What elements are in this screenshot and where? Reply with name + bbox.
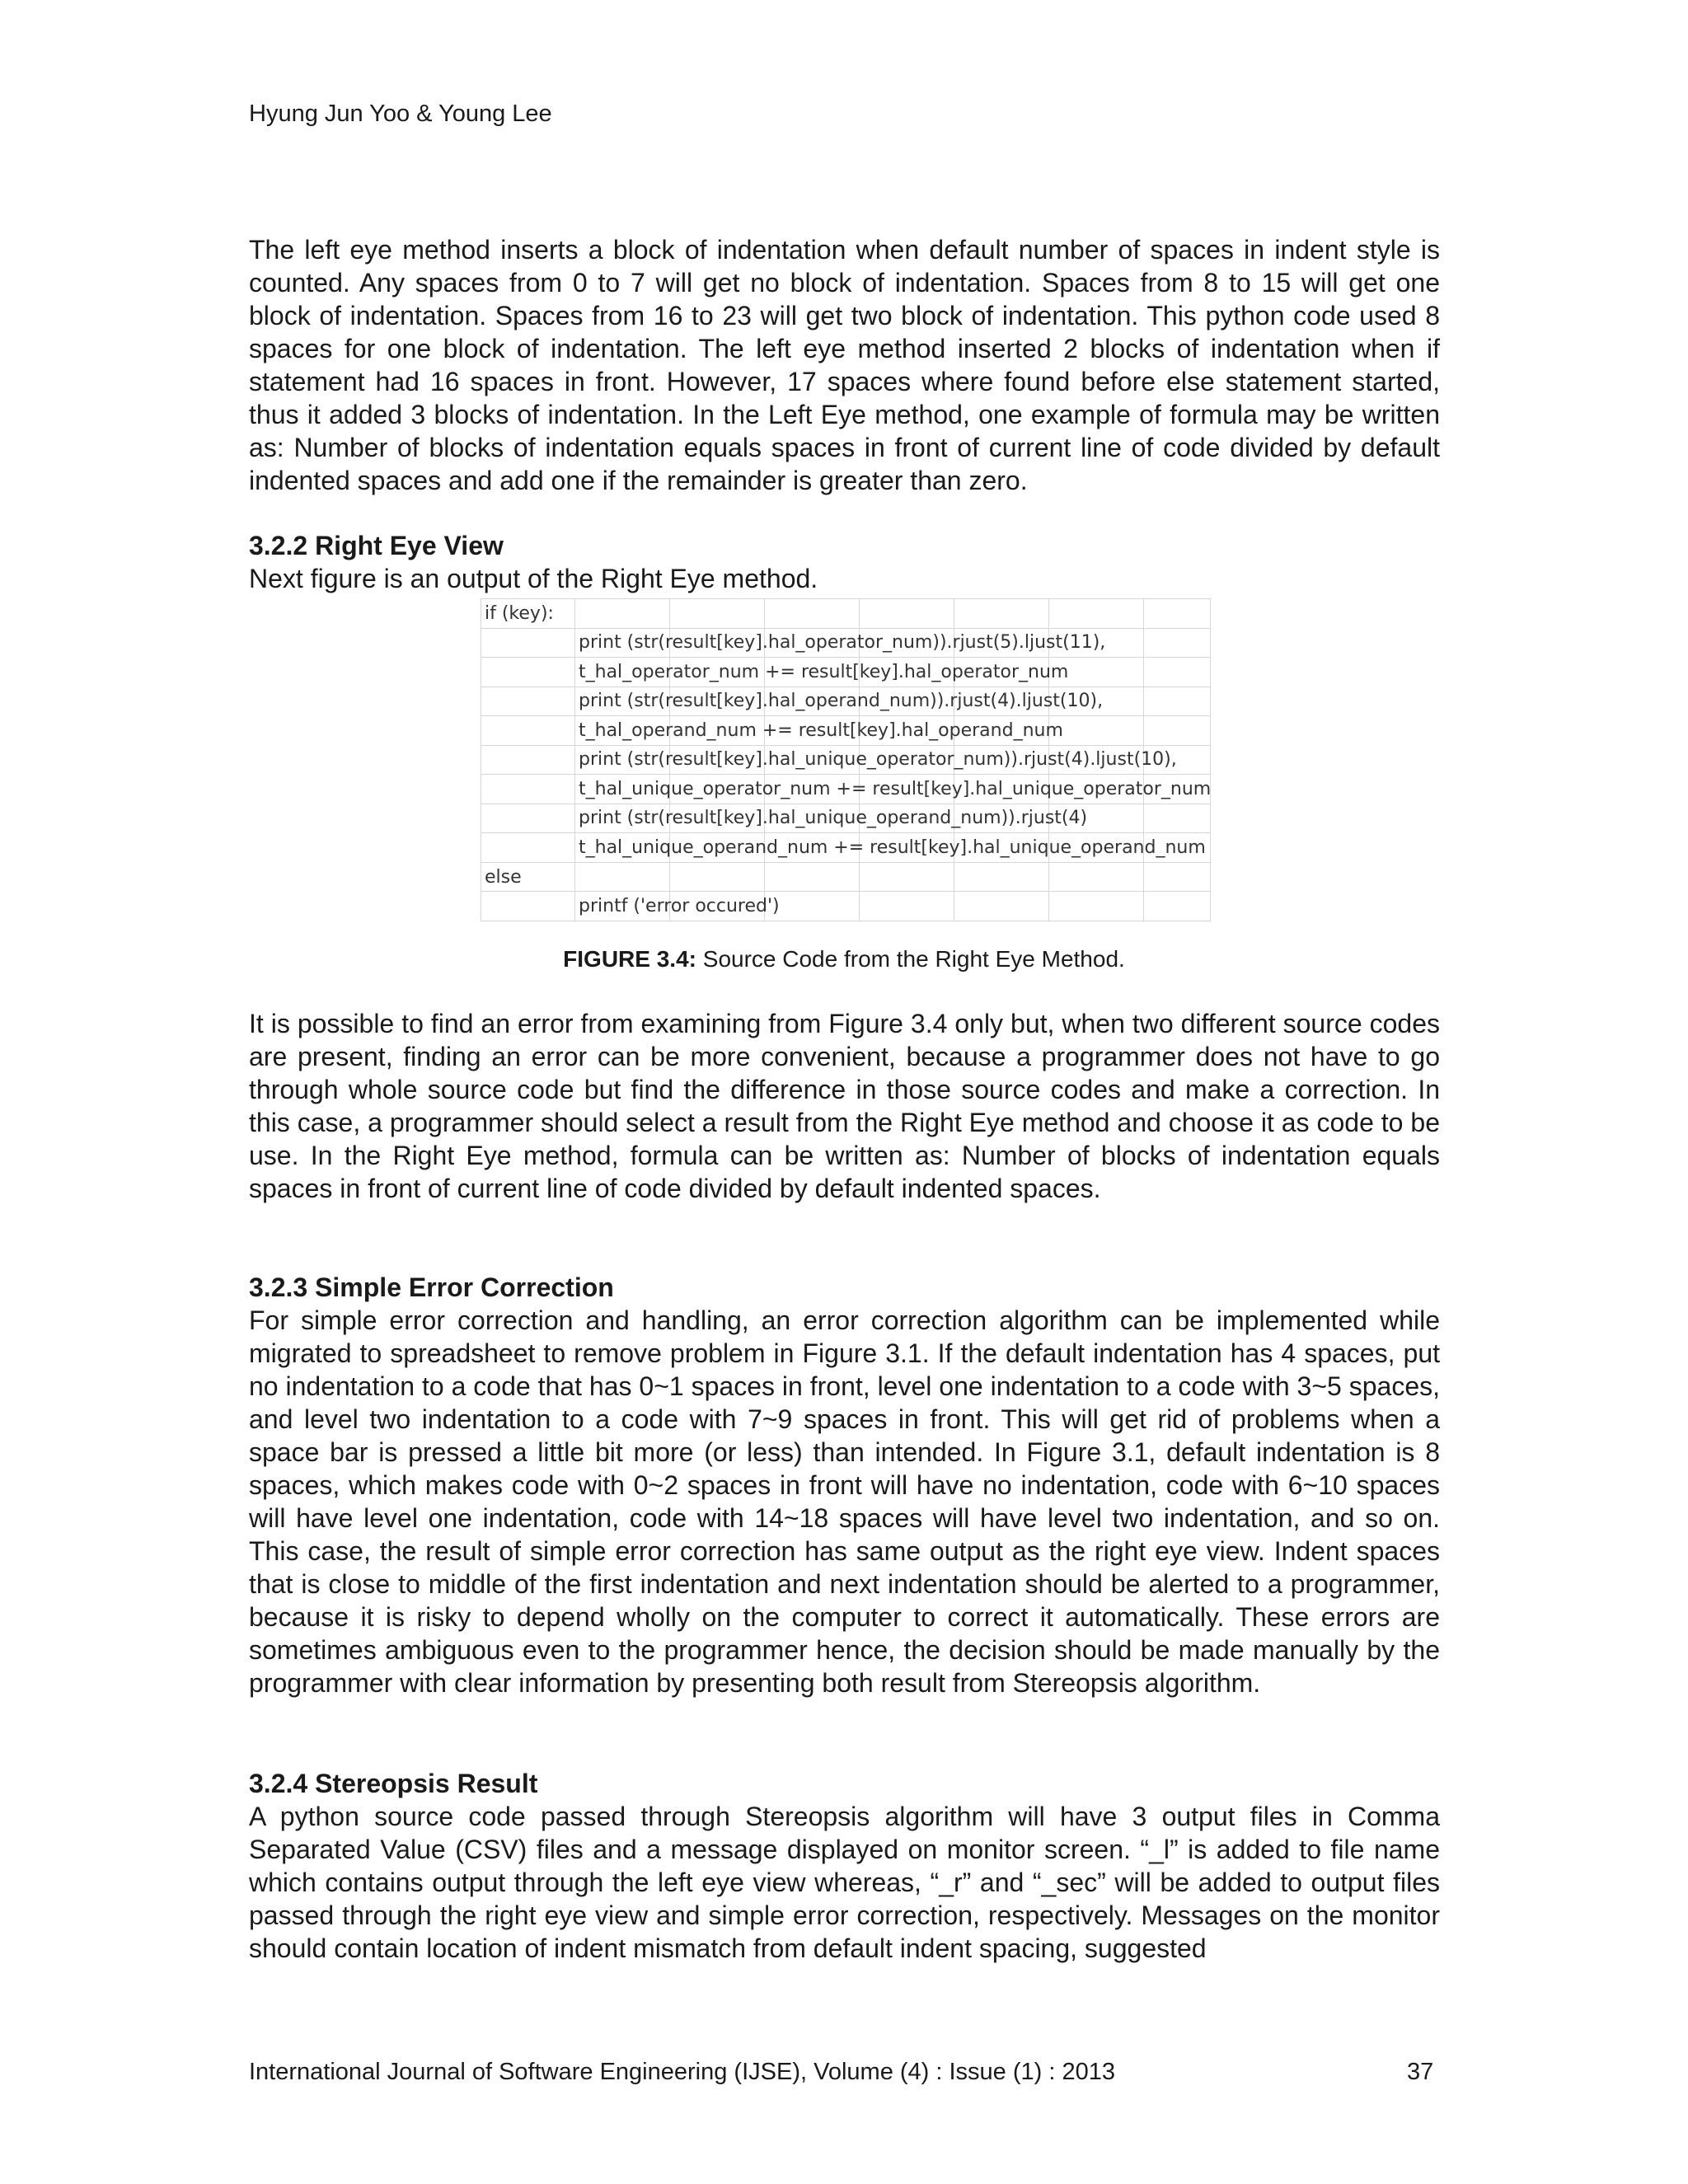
sheet-cell-empty: [954, 599, 1049, 629]
sheet-cell-a: if (key):: [481, 599, 575, 629]
sheet-row: [481, 804, 1211, 833]
sheet-cell-empty: [765, 599, 860, 629]
sheet-cell-empty: [1144, 628, 1211, 658]
sheet-cell-empty: [1144, 658, 1211, 687]
sheet-cell-a: else: [481, 862, 575, 892]
running-header: Hyung Jun Yoo & Young Lee: [249, 101, 552, 127]
sheet-cell-empty: [1144, 687, 1211, 716]
sheet-cell-empty: [1144, 804, 1211, 833]
heading-3-2-2: 3.2.2 Right Eye View: [249, 531, 504, 560]
sheet-cell-empty: [1144, 716, 1211, 746]
sheet-cell-empty: [860, 892, 954, 921]
sheet-cell-b: t_hal_operator_num += result[key].hal_operator_num: [575, 658, 670, 687]
section-left-eye-body: [249, 233, 1440, 497]
sheet-cell-b: print (str(result[key].hal_operator_num)).rjust(5).ljust(11),: [575, 628, 670, 658]
sheet-row: [481, 687, 1211, 716]
section-simple-error-correction: [249, 1271, 1440, 1699]
sheet-cell-empty: [1049, 599, 1144, 629]
sheet-cell-empty: [954, 892, 1049, 921]
figure-caption-label: FIGURE 3.4:: [563, 946, 696, 972]
sheet-cell-b: t_hal_unique_operand_num += result[key].hal_unique_operand_num: [575, 833, 670, 863]
heading-3-2-3: 3.2.3 Simple Error Correction: [249, 1272, 614, 1302]
sheet-row: [481, 745, 1211, 775]
sheet-row: [481, 628, 1211, 658]
paragraph-stereopsis-result: A python source code passed through Stereopsis algorithm will have 3 output files in Comma Separated Value (CSV) files and a message displayed on monitor screen. “_l” is added to file name which contains output through the left eye view whereas, “_r” and “_sec” will be added to output files passed through the right eye view and simple error correction, respectively. Messages on the monitor should contain location of indent mismatch from default indent spacing, suggested: [249, 1802, 1440, 1963]
sheet-cell-empty: [670, 862, 765, 892]
sheet-cell-empty: [1144, 862, 1211, 892]
paragraph-right-eye-discussion: It is possible to find an error from examining from Figure 3.4 only but, when two different source codes are present, finding an error can be more convenient, because a programmer does not have to go through whole source code but find the difference in those source codes and make a correction. In this case, a programmer should select a result from the Right Eye method and choose it as code to be use. In the Right Eye method, formula can be written as: Number of blocks of indentation equals spaces in front of current line of code divided by default indented spaces.: [249, 1009, 1440, 1203]
paragraph-simple-error-correction: For simple error correction and handling, an error correction algorithm can be implemented while migrated to spreadsheet to remove problem in Figure 3.1. If the default indentation has 4 spaces, put no indentation to a code that has 0~1 spaces in front, level one indentation to a code with 3~5 spaces, and level two indentation to a code with 7~9 spaces in front. This will get rid of problems when a space bar is pressed a little bit more (or less) than intended. In Figure 3.1, default indentation is 8 spaces, which makes code with 0~2 spaces in front will have no indentation, code with 6~10 spaces will have level one indentation, code with 14~18 spaces will have level two indentation, and so on. This case, the result of simple error correction has same output as the right eye view. Indent spaces that is close to middle of the first indentation and next indentation should be alerted to a programmer, because it is risky to depend wholly on the computer to correct it automatically. These errors are sometimes ambiguous even to the programmer hence, the decision should be made manually by the programmer with clear information by presenting both result from Stereopsis algorithm.: [249, 1305, 1440, 1698]
section-right-eye-view: [249, 529, 1440, 595]
sheet-cell-b: printf ('error occured'): [575, 892, 670, 921]
section-right-eye-discussion: [249, 1007, 1440, 1205]
sheet-cell-empty: [954, 862, 1049, 892]
sheet-cell-empty: [860, 599, 954, 629]
section-stereopsis-result: [249, 1767, 1440, 1965]
sheet-cell-a: [481, 745, 575, 775]
sheet-row: [481, 892, 1211, 921]
sheet-row: [481, 716, 1211, 746]
sheet-cell-a: [481, 716, 575, 746]
sheet-cell-b: [575, 599, 670, 629]
sheet-cell-a: [481, 775, 575, 804]
sheet-cell-b: t_hal_unique_operator_num += result[key].hal_unique_operator_num: [575, 775, 670, 804]
sheet-cell-b: print (str(result[key].hal_operand_num)).rjust(4).ljust(10),: [575, 687, 670, 716]
figure-caption: [0, 943, 1688, 976]
sheet-cell-empty: [670, 599, 765, 629]
figure-3-4-spreadsheet: [481, 598, 1211, 921]
sheet-cell-a: [481, 628, 575, 658]
sheet-cell-b: t_hal_operand_num += result[key].hal_operand_num: [575, 716, 670, 746]
sheet-cell-empty: [1049, 862, 1144, 892]
sheet-cell-a: [481, 892, 575, 921]
sheet-cell-empty: [1049, 892, 1144, 921]
sheet-cell-b: [575, 862, 670, 892]
sheet-cell-a: [481, 658, 575, 687]
footer-page-number: 37: [1407, 2059, 1434, 2085]
sheet-cell-b: print (str(result[key].hal_unique_operator_num)).rjust(4).ljust(10),: [575, 745, 670, 775]
sheet-row: [481, 658, 1211, 687]
sheet-cell-empty: [1144, 599, 1211, 629]
sheet-cell-empty: [860, 862, 954, 892]
footer-journal: International Journal of Software Engineering (IJSE), Volume (4) : Issue (1) : 2013: [249, 2059, 1115, 2085]
sheet-cell-a: [481, 833, 575, 863]
sheet-row: [481, 599, 1211, 629]
sheet-row: [481, 833, 1211, 863]
paragraph-next-figure: Next figure is an output of the Right Eye method.: [249, 564, 818, 593]
sheet-cell-empty: [765, 862, 860, 892]
sheet-cell-b: print (str(result[key].hal_unique_operand_num)).rjust(4): [575, 804, 670, 833]
sheet-cell-a: [481, 804, 575, 833]
sheet-cell-a: [481, 687, 575, 716]
sheet-cell-empty: [1144, 892, 1211, 921]
heading-3-2-4: 3.2.4 Stereopsis Result: [249, 1769, 538, 1798]
sheet-row: [481, 862, 1211, 892]
paragraph-left-eye-method: The left eye method inserts a block of indentation when default number of spaces in indent style is counted. Any spaces from 0 to 7 will get no block of indentation. Spaces from 8 to 15 will get one block of indentation. Spaces from 16 to 23 will get two block of indentation. This python code used 8 spaces for one block of indentation. The left eye method inserted 2 blocks of indentation when if statement had 16 spaces in front. However, 17 spaces where found before else statement started, thus it added 3 blocks of indentation. In the Left Eye method, one example of formula may be written as: Number of blocks of indentation equals spaces in front of current line of code divided by default indented spaces and add one if the remainder is greater than zero.: [249, 235, 1440, 495]
figure-caption-text: Source Code from the Right Eye Method.: [696, 946, 1125, 972]
sheet-row: [481, 775, 1211, 804]
